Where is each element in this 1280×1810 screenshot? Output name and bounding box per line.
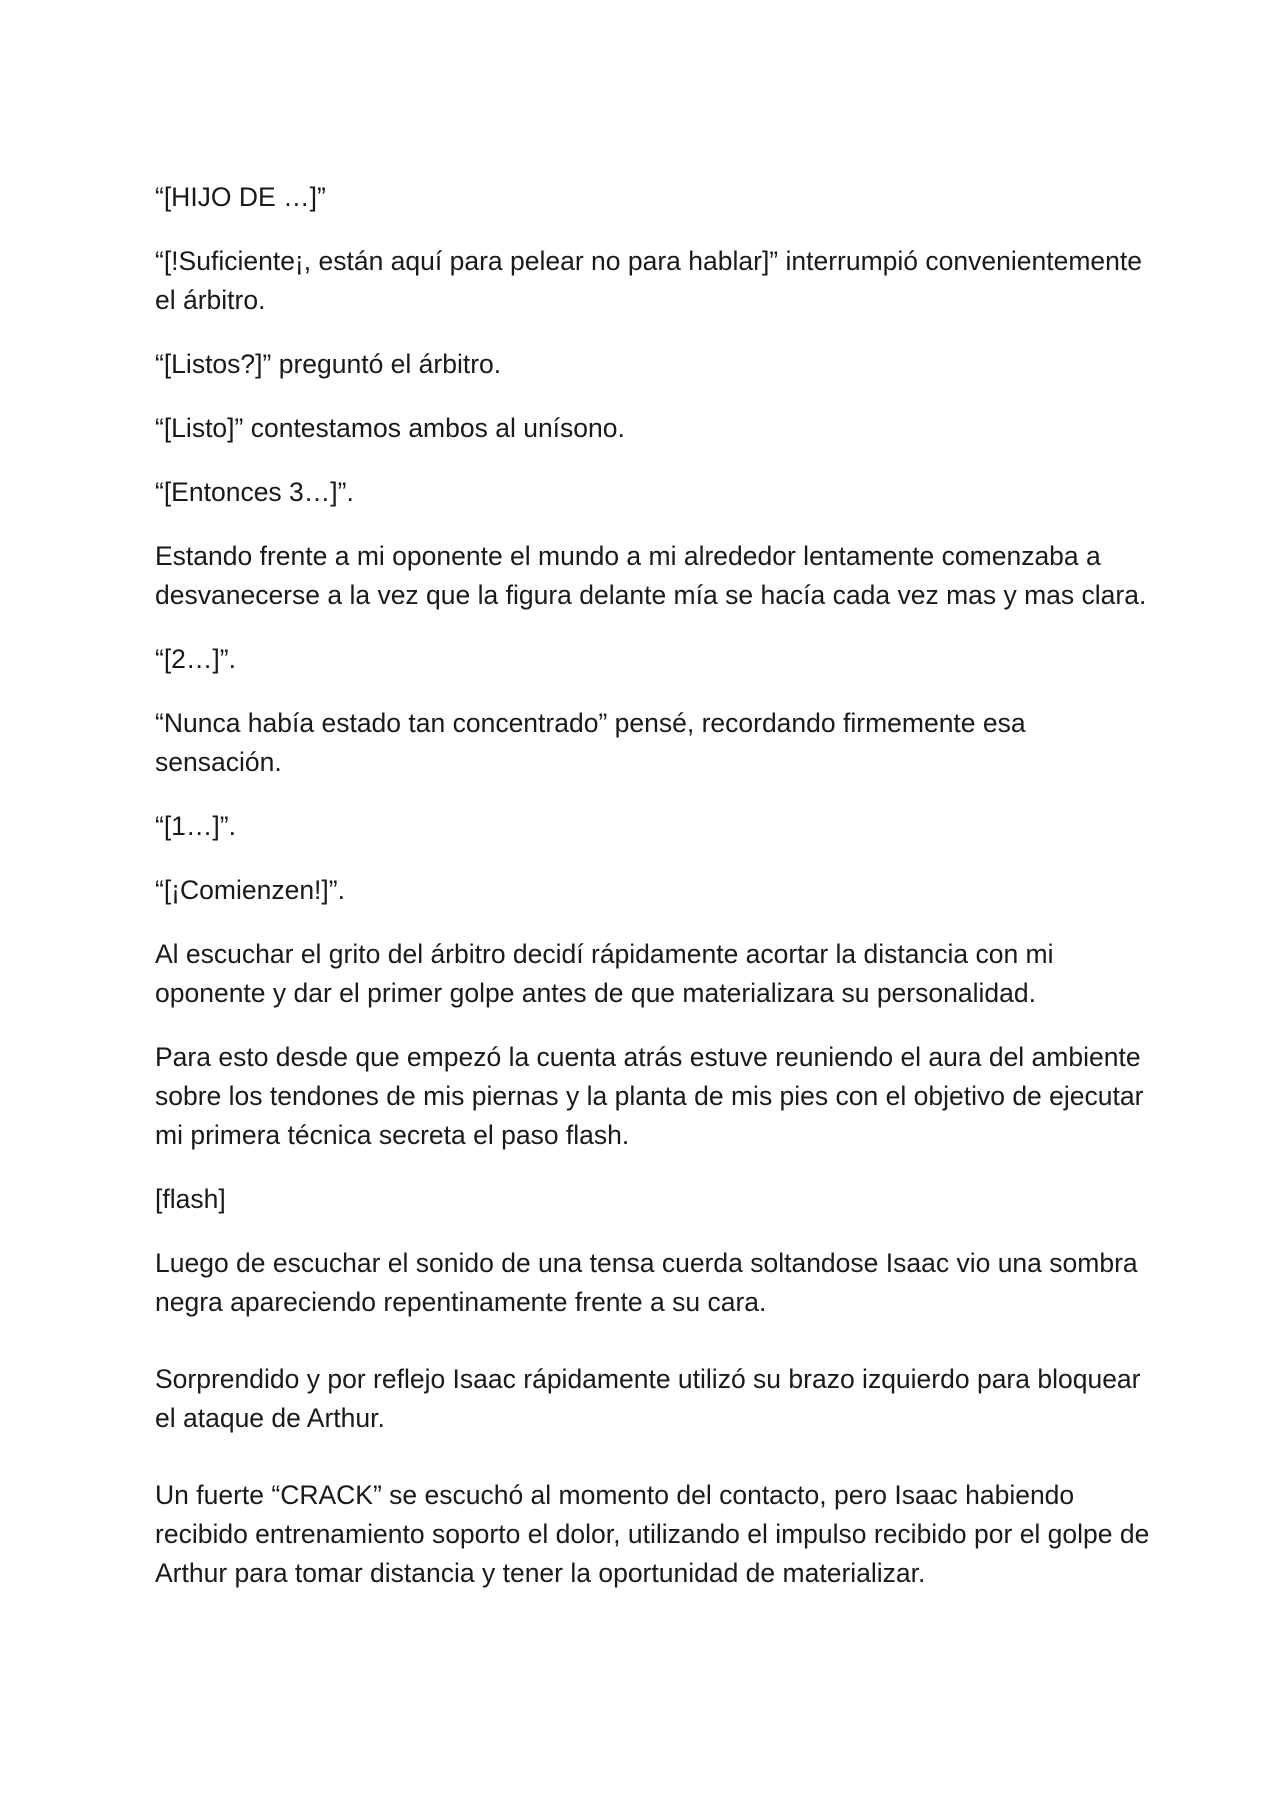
paragraph: Un fuerte “CRACK” se escuchó al momento del contacto, pero Isaac habiendo recibido entrenamiento soporto el dolor, utilizando el impulso recibido por el golpe de Arthur para tomar distancia y tener la oportunidad de materializar. xyxy=(155,1480,1150,1588)
paragraph: “[Listo]” contestamos ambos al unísono. xyxy=(155,413,625,443)
paragraph: “[HIJO DE …]” xyxy=(155,182,326,212)
paragraph: Sorprendido y por reflejo Isaac rápidamente utilizó su brazo izquierdo para bloquear el ataque de Arthur. xyxy=(155,1364,1141,1433)
paragraph: Para esto desde que empezó la cuenta atrás estuve reuniendo el aura del ambiente sobre los tendones de mis piernas y la planta de mis pies con el objetivo de ejecutar mi primera técnica secreta el paso flash. xyxy=(155,1042,1144,1150)
paragraph: Al escuchar el grito del árbitro decidí rápidamente acortar la distancia con mi oponente y dar el primer golpe antes de que materializara su personalidad. xyxy=(155,939,1054,1008)
paragraph: [flash] xyxy=(155,1184,226,1214)
paragraph: “[Entonces 3…]”. xyxy=(155,477,354,507)
paragraph: Luego de escuchar el sonido de una tensa cuerda soltandose Isaac vio una sombra negra apareciendo repentinamente frente a su cara. xyxy=(155,1248,1138,1317)
paragraph: “Nunca había estado tan concentrado” pensé, recordando firmemente esa sensación. xyxy=(155,708,1026,777)
paragraph: Estando frente a mi oponente el mundo a mi alrededor lentamente comenzaba a desvanecerse a la vez que la figura delante mía se hacía cada vez mas y mas clara. xyxy=(155,541,1147,610)
paragraph: “[¡Comienzen!]”. xyxy=(155,875,345,905)
paragraph: “[2…]”. xyxy=(155,644,236,674)
paragraph: “[1…]”. xyxy=(155,811,236,841)
paragraph: “[!Suficiente¡, están aquí para pelear no para hablar]” interrumpió convenientemente el árbitro. xyxy=(155,246,1142,315)
paragraph: “[Listos?]” preguntó el árbitro. xyxy=(155,349,502,379)
document-body xyxy=(155,178,1155,1618)
